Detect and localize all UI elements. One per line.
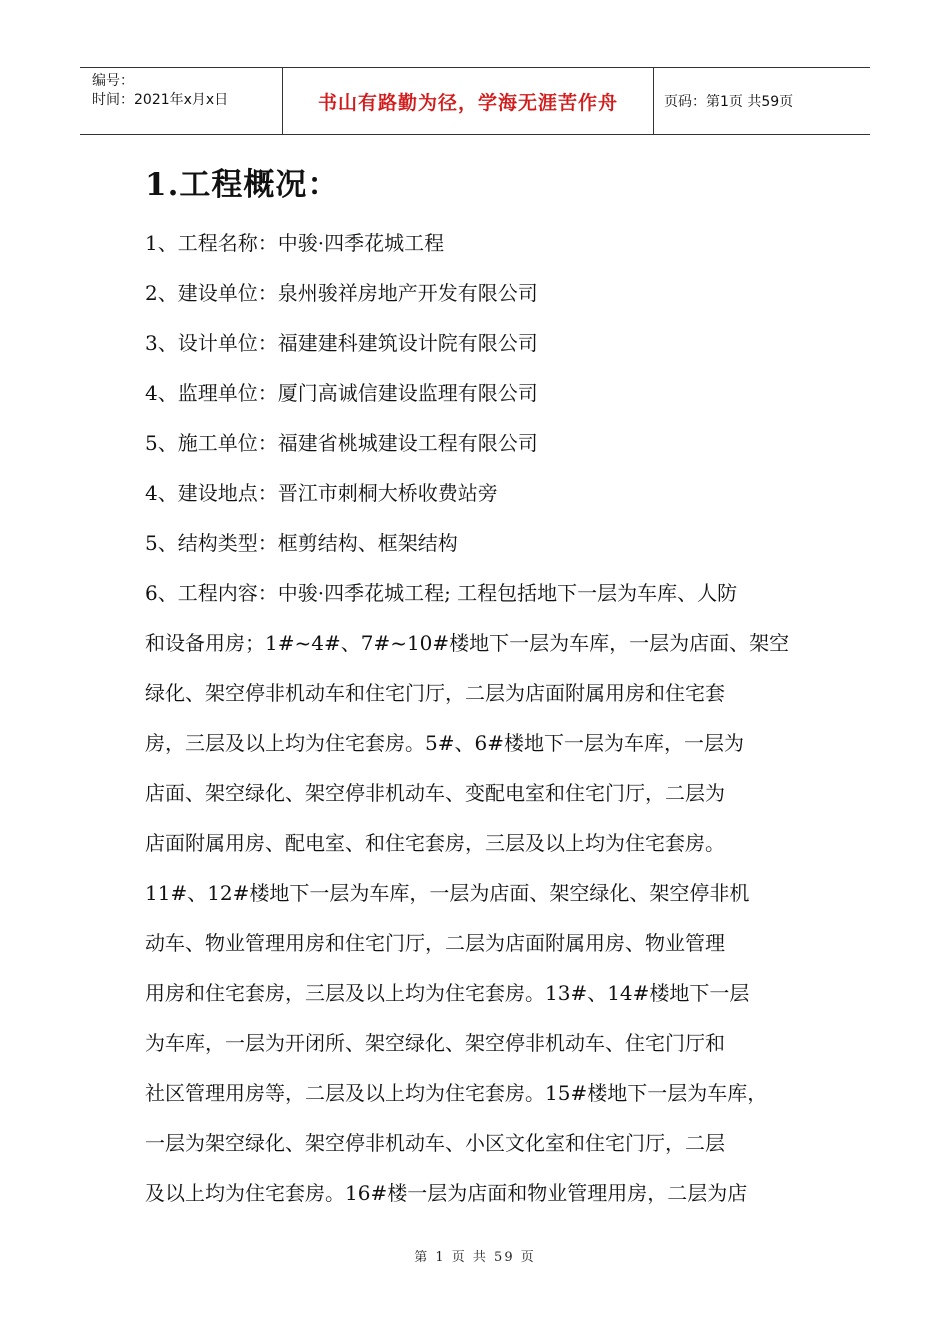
paragraph-line: 11#、12#楼地下一层为车库，一层为店面、架空绿化、架空停非机 — [145, 881, 750, 905]
paragraph-line: 为车库，一层为开闭所、架空绿化、架空停非机动车、住宅门厅和 — [145, 1031, 725, 1055]
list-item: 5、施工单位：福建省桃城建设工程有限公司 — [145, 431, 538, 455]
list-item: 1、工程名称：中骏·四季花城工程 — [145, 231, 445, 255]
section-title: 1.工程概况： — [145, 167, 340, 203]
time-label: 时间：2021年x月x日 — [92, 92, 229, 108]
document-header — [80, 67, 870, 135]
header-meta — [80, 68, 282, 134]
list-item: 3、设计单位：福建建科建筑设计院有限公司 — [145, 331, 538, 355]
document-body — [145, 162, 825, 1218]
paragraph-line: 一层为架空绿化、架空停非机动车、小区文化室和住宅门厅，二层 — [145, 1131, 725, 1155]
paragraph-line: 及以上均为住宅套房。16#楼一层为店面和物业管理用房，二层为店 — [145, 1181, 748, 1205]
paragraph-line: 房，三层及以上均为住宅套房。5#、6#楼地下一层为车库，一层为 — [145, 731, 744, 755]
content-paragraph — [145, 568, 825, 1218]
header-motto-cell — [282, 68, 654, 134]
paragraph-line: 绿化、架空停非机动车和住宅门厅，二层为店面附属用房和住宅套 — [145, 681, 725, 705]
motto-text: 书山有路勤为径，学海无涯苦作舟 — [317, 91, 618, 114]
page-info: 页码：第1页 共59页 — [664, 94, 794, 110]
paragraph-line: 6、工程内容：中骏·四季花城工程; 工程包括地下一层为车库、人防 — [145, 581, 738, 605]
list-item: 4、建设地点：晋江市刺桐大桥收费站旁 — [145, 481, 498, 505]
list-item: 2、建设单位：泉州骏祥房地产开发有限公司 — [145, 281, 538, 305]
number-label: 编号： — [92, 73, 134, 89]
page-footer: 第 1 页 共 59 页 — [414, 1250, 536, 1265]
list-item: 4、监理单位：厦门高诚信建设监理有限公司 — [145, 381, 538, 405]
paragraph-line: 动车、物业管理用房和住宅门厅，二层为店面附属用房、物业管理 — [145, 931, 725, 955]
paragraph-line: 和设备用房；1#~4#、7#~10#楼地下一层为车库，一层为店面、架空 — [145, 631, 790, 655]
header-page-cell — [654, 68, 870, 134]
paragraph-line: 社区管理用房等，二层及以上均为住宅套房。15#楼地下一层为车库， — [145, 1081, 768, 1105]
paragraph-line: 用房和住宅套房，三层及以上均为住宅套房。13#、14#楼地下一层 — [145, 981, 750, 1005]
paragraph-line: 店面附属用房、配电室、和住宅套房，三层及以上均为住宅套房。 — [145, 831, 725, 855]
list-item: 5、结构类型：框剪结构、框架结构 — [145, 531, 458, 555]
paragraph-line: 店面、架空绿化、架空停非机动车、变配电室和住宅门厅，二层为 — [145, 781, 725, 805]
